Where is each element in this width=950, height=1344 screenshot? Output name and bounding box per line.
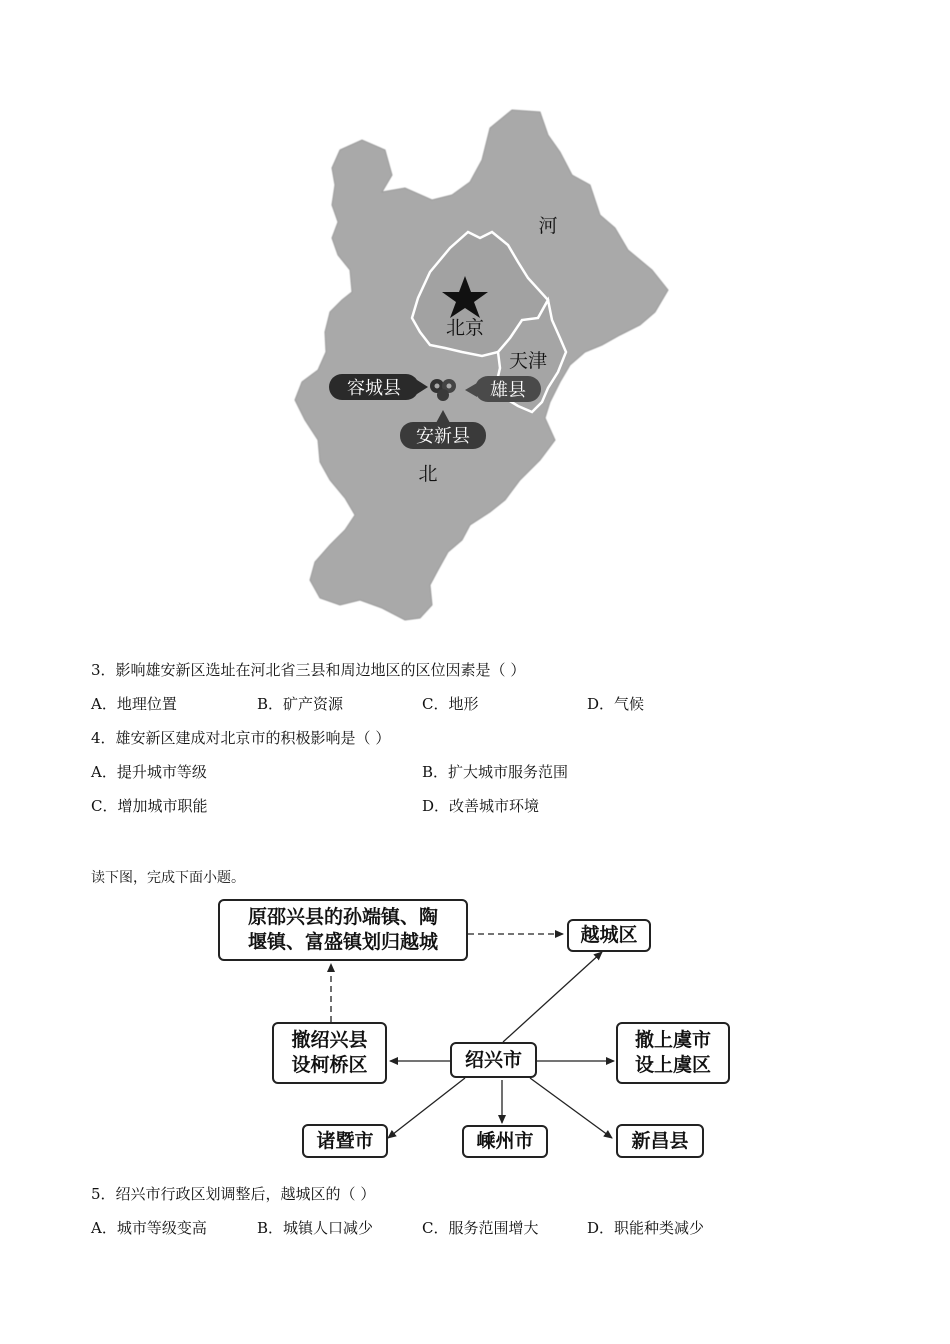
label-beijing: 北京 [445,317,485,339]
label-bei: 北 [418,463,438,485]
question-5-stem: 5．绍兴市行政区划调整后，越城区的（ ） [91,1185,376,1203]
box-zhuji-label: 诸暨市 [316,1129,374,1152]
box-xinchang-label: 新昌县 [631,1129,689,1152]
box-yuecheng [567,919,651,952]
arrow-center-to-yuecheng [503,952,602,1042]
q4-option-d[interactable]: D．改善城市环境 [422,797,540,815]
q5-option-c[interactable]: C．服务范围增大 [422,1219,539,1237]
box-shengzhou [462,1125,548,1158]
box-keqiao [272,1022,387,1084]
box-shaoxing-label: 绍兴市 [464,1048,522,1071]
q3-option-c[interactable]: C．地形 [422,695,479,713]
box-shengzhou-label: 嵊州市 [476,1130,534,1152]
q4-option-b[interactable]: B．扩大城市服务范围 [422,763,569,781]
box-xinchang [616,1124,704,1158]
box-keqiao-line2: 设柯桥区 [291,1054,368,1076]
box-town-transfer-line1: 原邵兴县的孙端镇、陶 [247,906,438,928]
box-zhuji [302,1124,388,1158]
question-4-stem: 4．雄安新区建成对北京市的积极影响是（ ） [91,729,391,747]
section-intro: 读下图，完成下面小题。 [91,870,245,886]
q4-option-a[interactable]: A．提升城市等级 [91,763,207,781]
box-shangyu-line1: 撤上虞市 [634,1029,711,1051]
box-shaoxing-center [450,1042,537,1078]
q3-option-b[interactable]: B．矿产资源 [257,695,344,713]
q5-option-b[interactable]: B．城镇人口减少 [257,1219,374,1237]
box-yuecheng-label: 越城区 [580,924,638,946]
q3-option-a[interactable]: A．地理位置 [91,695,177,713]
arrow-center-to-zhuji [388,1078,465,1138]
q3-option-d[interactable]: D．气候 [587,695,645,713]
q4-option-c[interactable]: C．增加城市职能 [91,797,208,815]
box-keqiao-line1: 撤绍兴县 [291,1029,368,1051]
pill-anxin-label: 安新县 [416,426,470,447]
label-tianjin: 天津 [508,350,548,372]
box-town-transfer [218,899,468,961]
label-he: 河 [538,215,558,237]
q5-option-a[interactable]: A．城市等级变高 [91,1219,207,1237]
box-town-transfer-line2: 堰镇、富盛镇划归越城 [247,931,438,953]
pill-xiongxian-label: 雄县 [490,380,526,401]
box-shangyu-line2: 设上虞区 [634,1054,711,1076]
box-shangyu [616,1022,730,1084]
pill-rongcheng-label: 容城县 [347,378,401,399]
q5-option-d[interactable]: D．职能种类减少 [587,1219,705,1237]
question-3-stem: 3．影响雄安新区选址在河北省三县和周边地区的区位因素是（ ） [91,661,526,679]
